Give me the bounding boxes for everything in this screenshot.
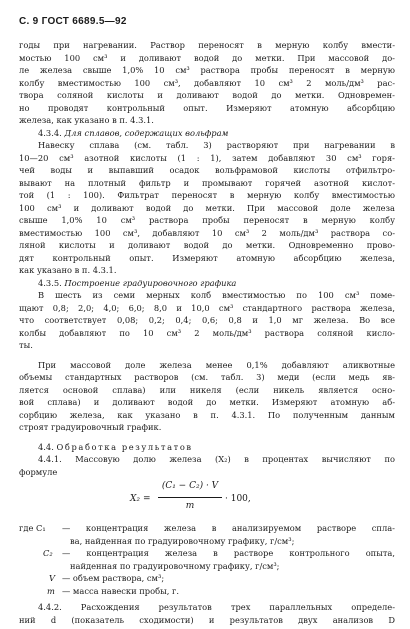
text-line: 10—20 см³ азотной кислоты (1 : 1), затем добавляют 30 см³ горя-: [19, 152, 395, 163]
definition-text: — концентрация железа в растворе контрольного опыта,: [62, 548, 395, 558]
section-heading: [19, 277, 395, 290]
definition-text: — концентрация железа в анализируемом растворе спла-: [62, 523, 395, 533]
definition-continuation: [19, 535, 395, 548]
fraction-bar: [158, 497, 222, 498]
text-line: твора соляной кислоты и доливают водой до метки. Одновремен-: [19, 90, 395, 100]
text-line: ляется основой сплава) или никеля (если никель является осно-: [19, 384, 395, 395]
definition-continuation: [19, 560, 395, 573]
section-heading: [19, 127, 395, 140]
text-line: вывают на плотный фильтр и промывают горячей азотной кислот-: [19, 177, 395, 188]
definition-text: найденная по градуировочному графику, г/см³;: [70, 560, 280, 571]
formula-lhs: X₂: [130, 494, 141, 504]
text-line: годы при нагревании. Раствор переносят в мерную колбу вмести-: [19, 40, 395, 50]
text-line: мостью 100 см³ и доливают водой до метки. При массовой до-: [19, 52, 395, 63]
text-line: вместимостью 100 см³, добавляют 10 см³ 2 моль/дм³ раствора со-: [19, 227, 395, 238]
definition-symbol: V: [49, 573, 55, 583]
text-line: формуле: [19, 466, 58, 477]
definition-row: [19, 547, 395, 560]
text-line: как указано в п. 4.3.1.: [19, 265, 117, 275]
formula-numerator: (C₁ − C₂) · V: [161, 481, 219, 491]
text-line: но проводят контрольный опыт. Измеряют атомную абсорбцию: [19, 102, 395, 113]
definition-text: — масса навески пробы, г.: [62, 585, 179, 596]
text-line: железа, как указано в п. 4.3.1.: [19, 115, 154, 125]
text-line: Навеску сплава (см. табл. 3) растворяют при нагревании в: [38, 140, 395, 150]
text-line: 4.4.2. Расхождения результатов трех параллельных определе-: [38, 602, 395, 612]
text-line: объемы стандартных растворов (см. табл. 3) меди (если медь яв-: [19, 372, 395, 382]
text-line: 4.4.1. Массовую долю железа (X₂) в процентах вычисляют по: [38, 454, 395, 464]
text-line: сорбцию железа, как указано в п. 4.3.1. По полученным данным: [19, 409, 395, 420]
section-number: 4.3.4.: [38, 127, 62, 138]
section-number: 4.3.5.: [38, 277, 62, 288]
section-heading: [19, 441, 395, 454]
definition-text: ва, найденная по градуировочному графику, г/см³;: [70, 535, 295, 546]
formula-equals: =: [143, 494, 151, 504]
section-number: 4.4.: [38, 441, 54, 452]
formula-tail: · 100,: [225, 494, 251, 504]
definition-row: [19, 585, 395, 598]
definition-row: [19, 572, 395, 585]
text-line: свыше 1,0% 10 см³ раствора пробы переносят в мерную колбу: [19, 215, 395, 225]
text-line: ний d (показатель сходимости) и результатов двух анализов D: [19, 614, 395, 625]
text-line: чей воды и выпавший осадок вольфрамовой кислоты отфильтро-: [19, 165, 395, 175]
text-line: ляной кислоты и доливают водой до метки. Одновременно прово-: [19, 240, 395, 250]
page-body: [19, 39, 395, 626]
text-line: В шесть из семи мерных колб вместимостью по 100 см³ поме-: [38, 290, 395, 300]
formula: [19, 478, 395, 522]
definition-symbol: m: [47, 585, 55, 596]
definition-symbol: C₂: [43, 548, 53, 558]
text-line: щают 0,8; 2,0; 4,0; 6,0; 8,0 и 10,0 см³ стандартного раствора железа,: [19, 302, 395, 313]
definition-text: — объем раствора, см³;: [62, 573, 165, 583]
formula-denominator: m: [185, 501, 195, 511]
text-line: колбы добавляют по 10 см³ 2 моль/дм³ раствора соляной кисло-: [19, 327, 395, 338]
text-line: ты.: [19, 340, 33, 350]
text-line: вой сплава) и доливают водой до метки. Измеряют атомную аб-: [19, 397, 395, 407]
text-line: той (1 : 100). Фильтрат переносят в мерную колбу вместимостью: [19, 190, 395, 200]
text-line: колбу вместимостью 100 см³, добавляют 10 см³ 2 моль/дм³ рас-: [19, 77, 395, 88]
page-header: С. 9 ГОСТ 6689.5—92: [19, 16, 127, 27]
definition-row: [19, 522, 395, 535]
text-line: 100 см³ и доливают водой до метки. При массовой доле железа: [19, 202, 395, 213]
text-line: строят градуировочный график.: [19, 422, 162, 432]
section-title: Обработка результатов: [56, 441, 193, 452]
definition-symbol: где C₁: [19, 523, 46, 533]
text-line: При массовой доле железа менее 0,1% добавляют аликвотные: [38, 359, 395, 370]
text-line: что соответствует 0,08; 0,2; 0,4; 0,6; 0,8 и 1,0 мг железа. Во все: [19, 315, 395, 325]
section-title: Для сплавов, содержащих вольфрам: [64, 127, 229, 138]
text-line: ле железа свыше 1,0% 10 см³ раствора пробы переносят в мерную: [19, 65, 395, 75]
text-line: дят контрольный опыт. Измеряют атомную абсорбцию железа,: [19, 252, 395, 263]
section-title: Построение градуировочного графика: [64, 277, 237, 288]
